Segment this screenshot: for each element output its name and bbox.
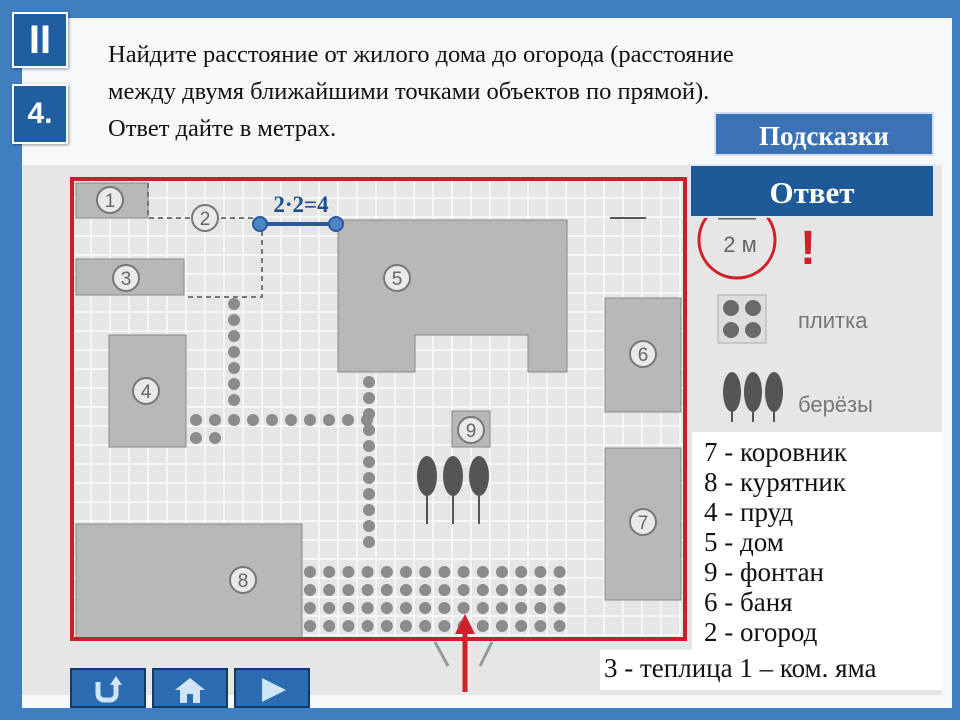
tile	[477, 602, 489, 614]
answer-button[interactable]: Ответ	[689, 164, 935, 218]
tile	[363, 424, 375, 436]
tile	[228, 330, 240, 342]
tile	[381, 602, 393, 614]
legend-item-last: 3 - теплица 1 – ком. яма	[604, 653, 877, 683]
tile	[363, 376, 375, 388]
tile	[419, 566, 431, 578]
tile	[515, 620, 527, 632]
tile	[362, 620, 374, 632]
tile	[323, 414, 335, 426]
tile	[477, 566, 489, 578]
calc-label: 2·2=4	[273, 192, 329, 217]
tile	[363, 408, 375, 420]
tile	[534, 602, 546, 614]
tile	[342, 414, 354, 426]
tile	[400, 584, 412, 596]
home-icon	[172, 676, 208, 704]
tile	[438, 566, 450, 578]
tile	[342, 584, 354, 596]
legend-item: 6 - баня	[704, 587, 793, 617]
tile	[190, 414, 202, 426]
tile	[381, 584, 393, 596]
tile	[381, 620, 393, 632]
tile	[515, 566, 527, 578]
chicken-coop-8	[76, 524, 302, 638]
tile	[496, 602, 508, 614]
tile	[515, 602, 527, 614]
tile	[209, 414, 221, 426]
tile-legend-icon	[718, 295, 766, 343]
tile	[304, 620, 316, 632]
legend-item: 5 - дом	[704, 527, 784, 557]
tile	[458, 584, 470, 596]
tile	[363, 440, 375, 452]
tile	[458, 602, 470, 614]
birch-legend-label: берёзы	[798, 392, 873, 417]
back-button[interactable]	[70, 668, 146, 708]
task-line-3: Ответ дайте в метрах.	[108, 115, 337, 142]
tile	[342, 566, 354, 578]
tile	[496, 566, 508, 578]
legend-item: 2 - огород	[704, 617, 818, 647]
object-number-5: 5	[391, 269, 403, 290]
tile	[363, 472, 375, 484]
home-button[interactable]	[152, 668, 228, 708]
tile	[363, 488, 375, 500]
tile	[419, 602, 431, 614]
object-number-3: 3	[120, 269, 132, 290]
tile	[362, 566, 374, 578]
tile	[534, 566, 546, 578]
tile	[323, 584, 335, 596]
tile	[400, 620, 412, 632]
object-number-6: 6	[637, 345, 649, 366]
tile	[228, 394, 240, 406]
tile	[438, 602, 450, 614]
object-legend	[704, 437, 847, 647]
scale-label: 2 м	[723, 232, 757, 257]
object-number-8: 8	[237, 571, 249, 592]
legend-item: 9 - фонтан	[704, 557, 824, 587]
tile	[554, 620, 566, 632]
task-number-badge: 4.	[12, 84, 68, 144]
birches	[417, 456, 489, 524]
tile	[228, 346, 240, 358]
tile	[323, 620, 335, 632]
tile	[438, 584, 450, 596]
tile	[363, 392, 375, 404]
tile	[363, 504, 375, 516]
tile	[363, 520, 375, 532]
tile	[554, 602, 566, 614]
hint-button[interactable]: Подсказки	[714, 112, 934, 156]
tile	[304, 584, 316, 596]
tile	[285, 414, 297, 426]
next-icon	[254, 676, 290, 704]
back-icon	[90, 676, 126, 704]
tile	[323, 566, 335, 578]
tile	[400, 566, 412, 578]
tile	[362, 602, 374, 614]
tile	[304, 566, 316, 578]
tile	[477, 584, 489, 596]
tile	[381, 566, 393, 578]
tile	[362, 584, 374, 596]
tile	[228, 414, 240, 426]
object-number-2: 2	[199, 209, 211, 230]
tile	[554, 566, 566, 578]
tile	[419, 620, 431, 632]
tile	[477, 620, 489, 632]
tile	[554, 584, 566, 596]
tile	[438, 620, 450, 632]
tile	[228, 314, 240, 326]
tile	[363, 456, 375, 468]
tile	[496, 584, 508, 596]
object-number-1: 1	[104, 191, 116, 212]
tile	[400, 602, 412, 614]
tile	[228, 378, 240, 390]
tile	[228, 362, 240, 374]
tile	[363, 536, 375, 548]
object-number-4: 4	[140, 382, 152, 403]
tile	[458, 566, 470, 578]
tile	[304, 602, 316, 614]
tile	[190, 432, 202, 444]
tile	[342, 620, 354, 632]
tile	[534, 620, 546, 632]
object-number-9: 9	[465, 421, 477, 442]
task-line-2: между двумя ближайшими точками объектов по прямой).	[108, 78, 710, 105]
legend-item: 4 - пруд	[704, 497, 794, 527]
birch-legend-icon	[723, 372, 783, 422]
exclamation-mark: !	[800, 222, 816, 275]
tile	[247, 414, 259, 426]
tile	[419, 584, 431, 596]
next-button[interactable]	[234, 668, 310, 708]
tile-legend-label: плитка	[798, 308, 868, 333]
object-number-7: 7	[637, 513, 649, 534]
tile	[342, 602, 354, 614]
tile	[228, 298, 240, 310]
tile	[323, 602, 335, 614]
tile	[209, 432, 221, 444]
tile	[515, 584, 527, 596]
legend-item: 7 - коровник	[704, 437, 848, 467]
legend-item: 8 - курятник	[704, 467, 846, 497]
tile	[266, 414, 278, 426]
tile	[496, 620, 508, 632]
section-badge: II	[12, 12, 68, 68]
tile	[304, 414, 316, 426]
task-line-1: Найдите расстояние от жилого дома до огорода (расстояние	[108, 41, 734, 68]
tile	[534, 584, 546, 596]
